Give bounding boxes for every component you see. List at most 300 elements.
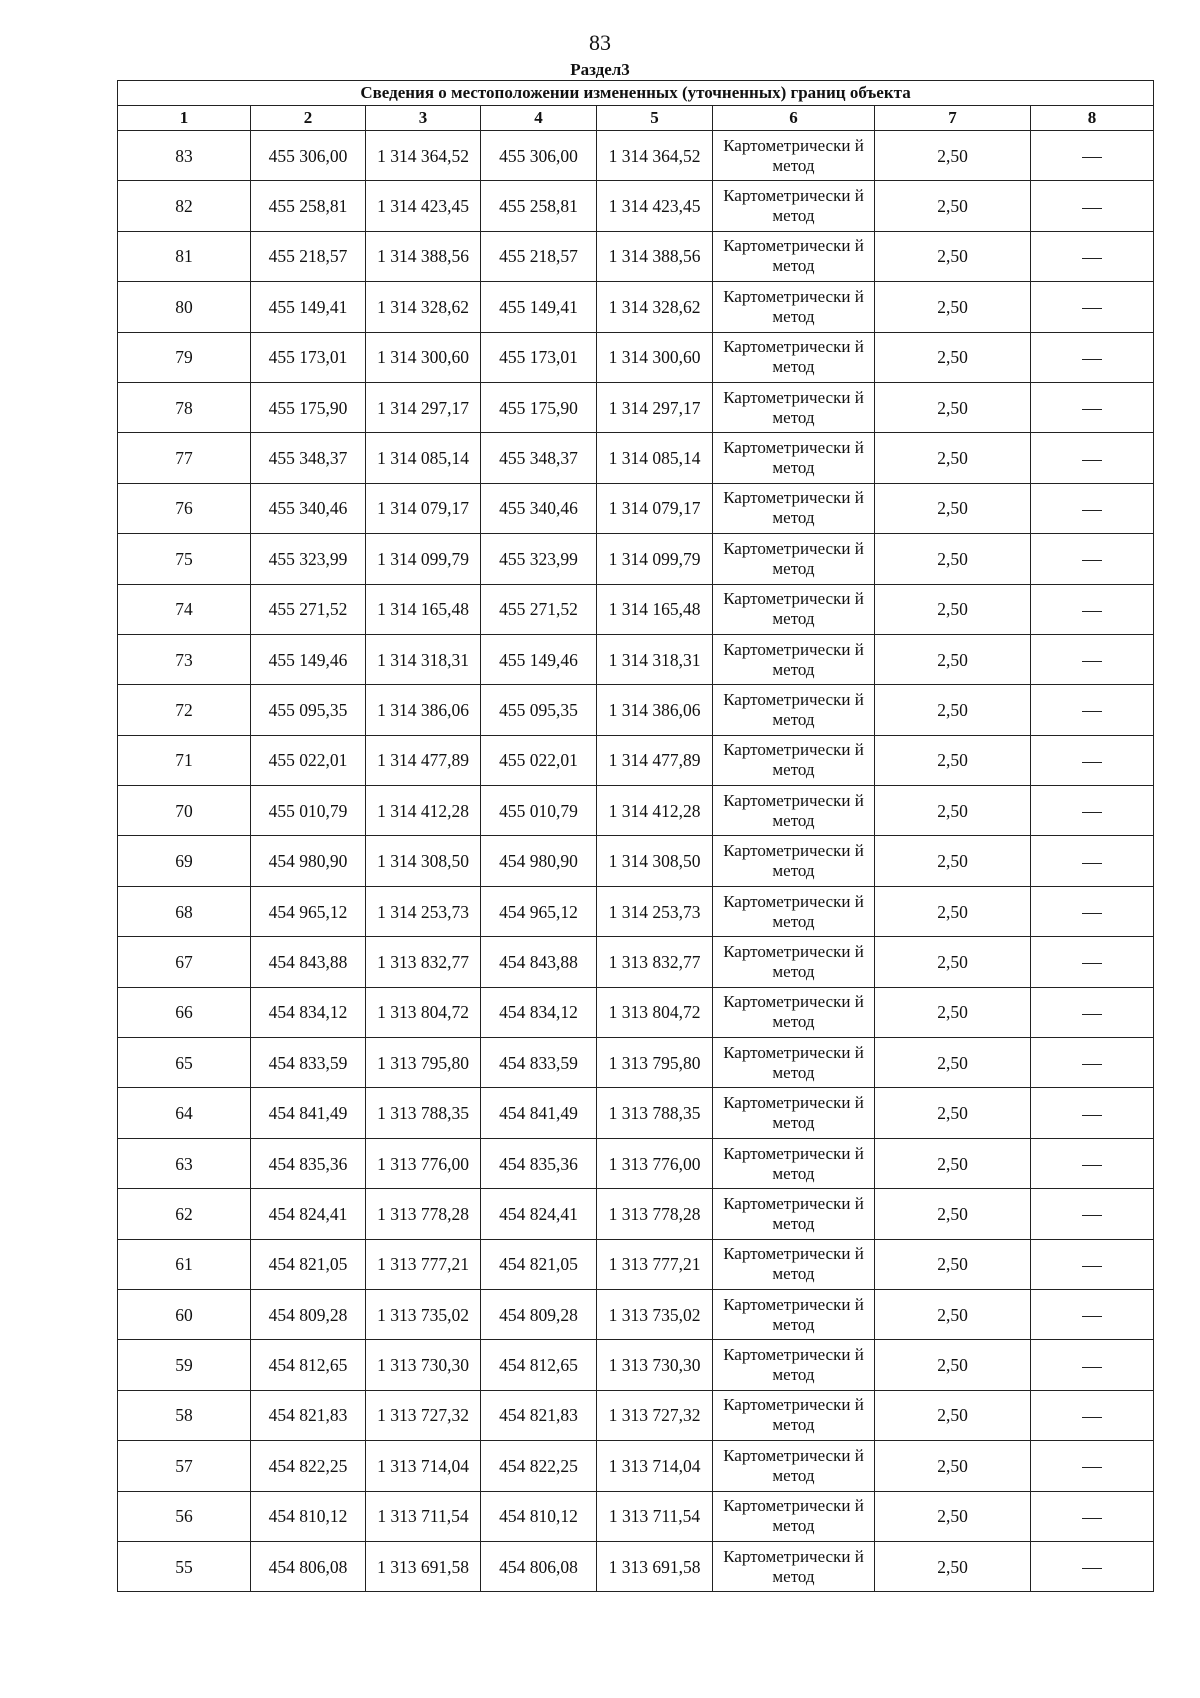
dash-mark xyxy=(1082,1568,1102,1569)
y-existing-cell: 1 314 165,48 xyxy=(366,584,481,634)
y-new-cell: 1 314 412,28 xyxy=(597,786,713,836)
y-existing-cell: 1 314 328,62 xyxy=(366,282,481,332)
table-row xyxy=(118,886,1154,936)
accuracy-cell: 2,50 xyxy=(875,584,1031,634)
dash-mark xyxy=(1082,510,1102,511)
method-cell: Картометрически й метод xyxy=(713,937,875,987)
method-cell: Картометрически й метод xyxy=(713,332,875,382)
accuracy-cell: 2,50 xyxy=(875,1088,1031,1138)
y-new-cell: 1 313 730,30 xyxy=(597,1340,713,1390)
accuracy-cell: 2,50 xyxy=(875,1239,1031,1289)
method-cell: Картометрически й метод xyxy=(713,382,875,432)
y-new-cell: 1 314 423,45 xyxy=(597,181,713,231)
y-existing-cell: 1 314 318,31 xyxy=(366,634,481,684)
y-new-cell: 1 313 711,54 xyxy=(597,1491,713,1541)
column-number: 5 xyxy=(597,106,713,131)
table-row xyxy=(118,937,1154,987)
accuracy-cell: 2,50 xyxy=(875,534,1031,584)
column-number-row xyxy=(118,106,1154,131)
description-cell xyxy=(1031,1239,1154,1289)
method-cell: Картометрически й метод xyxy=(713,786,875,836)
table-row xyxy=(118,735,1154,785)
y-new-cell: 1 314 253,73 xyxy=(597,886,713,936)
description-cell xyxy=(1031,483,1154,533)
x-new-cell: 455 258,81 xyxy=(481,181,597,231)
x-new-cell: 454 821,83 xyxy=(481,1390,597,1440)
accuracy-cell: 2,50 xyxy=(875,382,1031,432)
dash-mark xyxy=(1082,460,1102,461)
dash-mark xyxy=(1082,560,1102,561)
table-row xyxy=(118,1491,1154,1541)
description-cell xyxy=(1031,131,1154,181)
dash-mark xyxy=(1082,762,1102,763)
point-number-cell: 62 xyxy=(118,1189,251,1239)
method-cell: Картометрически й метод xyxy=(713,584,875,634)
column-number: 4 xyxy=(481,106,597,131)
table-row xyxy=(118,1088,1154,1138)
x-existing-cell: 455 323,99 xyxy=(251,534,366,584)
point-number-cell: 69 xyxy=(118,836,251,886)
point-number-cell: 78 xyxy=(118,382,251,432)
table-row xyxy=(118,786,1154,836)
y-existing-cell: 1 313 795,80 xyxy=(366,1038,481,1088)
dash-mark xyxy=(1082,863,1102,864)
x-new-cell: 454 835,36 xyxy=(481,1138,597,1188)
y-new-cell: 1 314 085,14 xyxy=(597,433,713,483)
point-number-cell: 73 xyxy=(118,634,251,684)
table-row xyxy=(118,685,1154,735)
x-existing-cell: 454 821,83 xyxy=(251,1390,366,1440)
description-cell xyxy=(1031,1541,1154,1591)
point-number-cell: 79 xyxy=(118,332,251,382)
description-cell xyxy=(1031,987,1154,1037)
table-row xyxy=(118,433,1154,483)
point-number-cell: 72 xyxy=(118,685,251,735)
dash-mark xyxy=(1082,1316,1102,1317)
table-row xyxy=(118,987,1154,1037)
accuracy-cell: 2,50 xyxy=(875,181,1031,231)
y-existing-cell: 1 313 714,04 xyxy=(366,1441,481,1491)
x-new-cell: 455 175,90 xyxy=(481,382,597,432)
x-existing-cell: 455 306,00 xyxy=(251,131,366,181)
accuracy-cell: 2,50 xyxy=(875,1340,1031,1390)
point-number-cell: 61 xyxy=(118,1239,251,1289)
dash-mark xyxy=(1082,963,1102,964)
column-number: 6 xyxy=(713,106,875,131)
description-cell xyxy=(1031,937,1154,987)
x-new-cell: 455 306,00 xyxy=(481,131,597,181)
method-cell: Картометрически й метод xyxy=(713,1138,875,1188)
method-cell: Картометрически й метод xyxy=(713,483,875,533)
dash-mark xyxy=(1082,913,1102,914)
y-new-cell: 1 313 776,00 xyxy=(597,1138,713,1188)
point-number-cell: 60 xyxy=(118,1289,251,1339)
y-new-cell: 1 314 364,52 xyxy=(597,131,713,181)
table-row xyxy=(118,332,1154,382)
description-cell xyxy=(1031,1088,1154,1138)
accuracy-cell: 2,50 xyxy=(875,231,1031,281)
x-new-cell: 455 010,79 xyxy=(481,786,597,836)
y-existing-cell: 1 314 253,73 xyxy=(366,886,481,936)
y-existing-cell: 1 314 085,14 xyxy=(366,433,481,483)
method-cell: Картометрически й метод xyxy=(713,685,875,735)
point-number-cell: 75 xyxy=(118,534,251,584)
accuracy-cell: 2,50 xyxy=(875,987,1031,1037)
x-new-cell: 455 095,35 xyxy=(481,685,597,735)
x-new-cell: 454 822,25 xyxy=(481,1441,597,1491)
point-number-cell: 80 xyxy=(118,282,251,332)
y-new-cell: 1 314 328,62 xyxy=(597,282,713,332)
method-cell: Картометрически й метод xyxy=(713,987,875,1037)
point-number-cell: 71 xyxy=(118,735,251,785)
description-cell xyxy=(1031,1289,1154,1339)
point-number-cell: 67 xyxy=(118,937,251,987)
dash-mark xyxy=(1082,1115,1102,1116)
table-caption: Сведения о местоположении измененных (уточненных) границ объекта xyxy=(118,81,1154,106)
y-existing-cell: 1 313 711,54 xyxy=(366,1491,481,1541)
accuracy-cell: 2,50 xyxy=(875,1189,1031,1239)
method-cell: Картометрически й метод xyxy=(713,1491,875,1541)
description-cell xyxy=(1031,735,1154,785)
accuracy-cell: 2,50 xyxy=(875,735,1031,785)
accuracy-cell: 2,50 xyxy=(875,1390,1031,1440)
accuracy-cell: 2,50 xyxy=(875,1289,1031,1339)
point-number-cell: 81 xyxy=(118,231,251,281)
point-number-cell: 64 xyxy=(118,1088,251,1138)
x-new-cell: 455 340,46 xyxy=(481,483,597,533)
y-new-cell: 1 314 297,17 xyxy=(597,382,713,432)
table-row xyxy=(118,181,1154,231)
x-new-cell: 455 022,01 xyxy=(481,735,597,785)
y-existing-cell: 1 313 778,28 xyxy=(366,1189,481,1239)
dash-mark xyxy=(1082,711,1102,712)
table-row xyxy=(118,382,1154,432)
y-new-cell: 1 313 727,32 xyxy=(597,1390,713,1440)
table-row xyxy=(118,1189,1154,1239)
dash-mark xyxy=(1082,208,1102,209)
x-existing-cell: 455 022,01 xyxy=(251,735,366,785)
y-existing-cell: 1 314 308,50 xyxy=(366,836,481,886)
accuracy-cell: 2,50 xyxy=(875,282,1031,332)
table-row xyxy=(118,1441,1154,1491)
accuracy-cell: 2,50 xyxy=(875,634,1031,684)
x-existing-cell: 455 095,35 xyxy=(251,685,366,735)
x-existing-cell: 454 810,12 xyxy=(251,1491,366,1541)
y-existing-cell: 1 313 776,00 xyxy=(366,1138,481,1188)
dash-mark xyxy=(1082,1417,1102,1418)
description-cell xyxy=(1031,634,1154,684)
method-cell: Картометрически й метод xyxy=(713,1088,875,1138)
y-new-cell: 1 313 795,80 xyxy=(597,1038,713,1088)
dash-mark xyxy=(1082,157,1102,158)
column-number: 8 xyxy=(1031,106,1154,131)
y-new-cell: 1 313 832,77 xyxy=(597,937,713,987)
description-cell xyxy=(1031,282,1154,332)
description-cell xyxy=(1031,231,1154,281)
section-label: Раздел3 xyxy=(570,60,630,79)
x-existing-cell: 454 824,41 xyxy=(251,1189,366,1239)
method-cell: Картометрически й метод xyxy=(713,1541,875,1591)
accuracy-cell: 2,50 xyxy=(875,131,1031,181)
method-cell: Картометрически й метод xyxy=(713,1239,875,1289)
column-number: 7 xyxy=(875,106,1031,131)
x-new-cell: 454 965,12 xyxy=(481,886,597,936)
y-existing-cell: 1 313 691,58 xyxy=(366,1541,481,1591)
x-existing-cell: 454 841,49 xyxy=(251,1088,366,1138)
method-cell: Картометрически й метод xyxy=(713,181,875,231)
dash-mark xyxy=(1082,1064,1102,1065)
accuracy-cell: 2,50 xyxy=(875,483,1031,533)
y-existing-cell: 1 314 388,56 xyxy=(366,231,481,281)
method-cell: Картометрически й метод xyxy=(713,836,875,886)
description-cell xyxy=(1031,181,1154,231)
x-new-cell: 455 323,99 xyxy=(481,534,597,584)
dash-mark xyxy=(1082,258,1102,259)
point-number-cell: 76 xyxy=(118,483,251,533)
description-cell xyxy=(1031,836,1154,886)
description-cell xyxy=(1031,433,1154,483)
page-number: 83 xyxy=(589,30,611,55)
x-existing-cell: 455 173,01 xyxy=(251,332,366,382)
y-new-cell: 1 313 804,72 xyxy=(597,987,713,1037)
dash-mark xyxy=(1082,812,1102,813)
accuracy-cell: 2,50 xyxy=(875,786,1031,836)
x-new-cell: 454 821,05 xyxy=(481,1239,597,1289)
table-row xyxy=(118,1138,1154,1188)
accuracy-cell: 2,50 xyxy=(875,685,1031,735)
y-new-cell: 1 314 318,31 xyxy=(597,634,713,684)
accuracy-cell: 2,50 xyxy=(875,1441,1031,1491)
x-existing-cell: 454 833,59 xyxy=(251,1038,366,1088)
dash-mark xyxy=(1082,359,1102,360)
method-cell: Картометрически й метод xyxy=(713,231,875,281)
accuracy-cell: 2,50 xyxy=(875,937,1031,987)
y-new-cell: 1 313 788,35 xyxy=(597,1088,713,1138)
description-cell xyxy=(1031,1138,1154,1188)
method-cell: Картометрически й метод xyxy=(713,735,875,785)
dash-mark xyxy=(1082,1467,1102,1468)
y-existing-cell: 1 313 777,21 xyxy=(366,1239,481,1289)
description-cell xyxy=(1031,1491,1154,1541)
y-new-cell: 1 314 388,56 xyxy=(597,231,713,281)
accuracy-cell: 2,50 xyxy=(875,1038,1031,1088)
description-cell xyxy=(1031,1441,1154,1491)
x-new-cell: 455 271,52 xyxy=(481,584,597,634)
x-existing-cell: 454 809,28 xyxy=(251,1289,366,1339)
description-cell xyxy=(1031,786,1154,836)
y-new-cell: 1 314 300,60 xyxy=(597,332,713,382)
point-number-cell: 55 xyxy=(118,1541,251,1591)
dash-mark xyxy=(1082,1215,1102,1216)
dash-mark xyxy=(1082,1165,1102,1166)
y-new-cell: 1 314 386,06 xyxy=(597,685,713,735)
accuracy-cell: 2,50 xyxy=(875,1138,1031,1188)
description-cell xyxy=(1031,685,1154,735)
x-new-cell: 454 809,28 xyxy=(481,1289,597,1339)
x-new-cell: 455 149,41 xyxy=(481,282,597,332)
point-number-cell: 59 xyxy=(118,1340,251,1390)
point-number-cell: 65 xyxy=(118,1038,251,1088)
x-new-cell: 454 843,88 xyxy=(481,937,597,987)
x-new-cell: 454 834,12 xyxy=(481,987,597,1037)
point-number-cell: 77 xyxy=(118,433,251,483)
method-cell: Картометрически й метод xyxy=(713,1289,875,1339)
description-cell xyxy=(1031,332,1154,382)
description-cell xyxy=(1031,1038,1154,1088)
y-new-cell: 1 313 777,21 xyxy=(597,1239,713,1289)
table-row xyxy=(118,131,1154,181)
x-new-cell: 455 348,37 xyxy=(481,433,597,483)
dash-mark xyxy=(1082,611,1102,612)
dash-mark xyxy=(1082,1014,1102,1015)
y-new-cell: 1 314 165,48 xyxy=(597,584,713,634)
description-cell xyxy=(1031,1390,1154,1440)
column-number: 1 xyxy=(118,106,251,131)
accuracy-cell: 2,50 xyxy=(875,1541,1031,1591)
accuracy-cell: 2,50 xyxy=(875,836,1031,886)
x-existing-cell: 455 149,41 xyxy=(251,282,366,332)
table-row xyxy=(118,534,1154,584)
table-row xyxy=(118,1340,1154,1390)
point-number-cell: 74 xyxy=(118,584,251,634)
method-cell: Картометрически й метод xyxy=(713,1441,875,1491)
y-existing-cell: 1 314 477,89 xyxy=(366,735,481,785)
x-existing-cell: 454 834,12 xyxy=(251,987,366,1037)
y-new-cell: 1 314 477,89 xyxy=(597,735,713,785)
x-new-cell: 454 812,65 xyxy=(481,1340,597,1390)
x-existing-cell: 455 149,46 xyxy=(251,634,366,684)
accuracy-cell: 2,50 xyxy=(875,332,1031,382)
x-new-cell: 455 173,01 xyxy=(481,332,597,382)
y-new-cell: 1 314 099,79 xyxy=(597,534,713,584)
x-existing-cell: 455 271,52 xyxy=(251,584,366,634)
dash-mark xyxy=(1082,1518,1102,1519)
x-existing-cell: 455 175,90 xyxy=(251,382,366,432)
point-number-cell: 82 xyxy=(118,181,251,231)
x-new-cell: 454 810,12 xyxy=(481,1491,597,1541)
point-number-cell: 68 xyxy=(118,886,251,936)
table-row xyxy=(118,584,1154,634)
x-new-cell: 454 824,41 xyxy=(481,1189,597,1239)
y-existing-cell: 1 313 730,30 xyxy=(366,1340,481,1390)
x-existing-cell: 454 812,65 xyxy=(251,1340,366,1390)
x-new-cell: 454 841,49 xyxy=(481,1088,597,1138)
point-number-cell: 83 xyxy=(118,131,251,181)
table-row xyxy=(118,1541,1154,1591)
y-existing-cell: 1 314 412,28 xyxy=(366,786,481,836)
dash-mark xyxy=(1082,1266,1102,1267)
y-existing-cell: 1 314 423,45 xyxy=(366,181,481,231)
method-cell: Картометрически й метод xyxy=(713,1038,875,1088)
description-cell xyxy=(1031,534,1154,584)
dash-mark xyxy=(1082,1367,1102,1368)
y-existing-cell: 1 314 300,60 xyxy=(366,332,481,382)
accuracy-cell: 2,50 xyxy=(875,1491,1031,1541)
method-cell: Картометрически й метод xyxy=(713,131,875,181)
dash-mark xyxy=(1082,409,1102,410)
table-body xyxy=(118,131,1154,1592)
y-existing-cell: 1 314 297,17 xyxy=(366,382,481,432)
description-cell xyxy=(1031,1189,1154,1239)
description-cell xyxy=(1031,886,1154,936)
x-new-cell: 455 218,57 xyxy=(481,231,597,281)
table-row xyxy=(118,231,1154,281)
method-cell: Картометрически й метод xyxy=(713,886,875,936)
y-existing-cell: 1 314 079,17 xyxy=(366,483,481,533)
method-cell: Картометрически й метод xyxy=(713,534,875,584)
table-row xyxy=(118,1390,1154,1440)
y-new-cell: 1 314 079,17 xyxy=(597,483,713,533)
x-existing-cell: 454 965,12 xyxy=(251,886,366,936)
accuracy-cell: 2,50 xyxy=(875,886,1031,936)
x-existing-cell: 455 348,37 xyxy=(251,433,366,483)
point-number-cell: 63 xyxy=(118,1138,251,1188)
x-existing-cell: 454 980,90 xyxy=(251,836,366,886)
x-existing-cell: 455 340,46 xyxy=(251,483,366,533)
x-existing-cell: 455 258,81 xyxy=(251,181,366,231)
column-number: 2 xyxy=(251,106,366,131)
description-cell xyxy=(1031,1340,1154,1390)
table-row xyxy=(118,282,1154,332)
table-row xyxy=(118,634,1154,684)
table-row xyxy=(118,1239,1154,1289)
y-existing-cell: 1 313 804,72 xyxy=(366,987,481,1037)
table-row xyxy=(118,1289,1154,1339)
description-cell xyxy=(1031,382,1154,432)
y-new-cell: 1 313 714,04 xyxy=(597,1441,713,1491)
y-new-cell: 1 313 735,02 xyxy=(597,1289,713,1339)
table-row xyxy=(118,1038,1154,1088)
description-cell xyxy=(1031,584,1154,634)
y-new-cell: 1 314 308,50 xyxy=(597,836,713,886)
y-existing-cell: 1 313 832,77 xyxy=(366,937,481,987)
x-existing-cell: 454 806,08 xyxy=(251,1541,366,1591)
column-number: 3 xyxy=(366,106,481,131)
x-new-cell: 454 980,90 xyxy=(481,836,597,886)
method-cell: Картометрически й метод xyxy=(713,1340,875,1390)
x-existing-cell: 454 835,36 xyxy=(251,1138,366,1188)
y-existing-cell: 1 314 364,52 xyxy=(366,131,481,181)
point-number-cell: 66 xyxy=(118,987,251,1037)
y-existing-cell: 1 313 735,02 xyxy=(366,1289,481,1339)
accuracy-cell: 2,50 xyxy=(875,433,1031,483)
y-existing-cell: 1 313 788,35 xyxy=(366,1088,481,1138)
boundary-coordinates-table xyxy=(117,80,1154,1592)
y-existing-cell: 1 314 386,06 xyxy=(366,685,481,735)
y-existing-cell: 1 314 099,79 xyxy=(366,534,481,584)
method-cell: Картометрически й метод xyxy=(713,1189,875,1239)
y-existing-cell: 1 313 727,32 xyxy=(366,1390,481,1440)
point-number-cell: 57 xyxy=(118,1441,251,1491)
y-new-cell: 1 313 691,58 xyxy=(597,1541,713,1591)
x-new-cell: 455 149,46 xyxy=(481,634,597,684)
x-existing-cell: 454 821,05 xyxy=(251,1239,366,1289)
method-cell: Картометрически й метод xyxy=(713,1390,875,1440)
x-existing-cell: 454 822,25 xyxy=(251,1441,366,1491)
dash-mark xyxy=(1082,308,1102,309)
table-row xyxy=(118,836,1154,886)
point-number-cell: 56 xyxy=(118,1491,251,1541)
method-cell: Картометрически й метод xyxy=(713,634,875,684)
x-existing-cell: 455 010,79 xyxy=(251,786,366,836)
dash-mark xyxy=(1082,661,1102,662)
x-existing-cell: 454 843,88 xyxy=(251,937,366,987)
table-row xyxy=(118,483,1154,533)
y-new-cell: 1 313 778,28 xyxy=(597,1189,713,1239)
point-number-cell: 70 xyxy=(118,786,251,836)
method-cell: Картометрически й метод xyxy=(713,282,875,332)
x-existing-cell: 455 218,57 xyxy=(251,231,366,281)
